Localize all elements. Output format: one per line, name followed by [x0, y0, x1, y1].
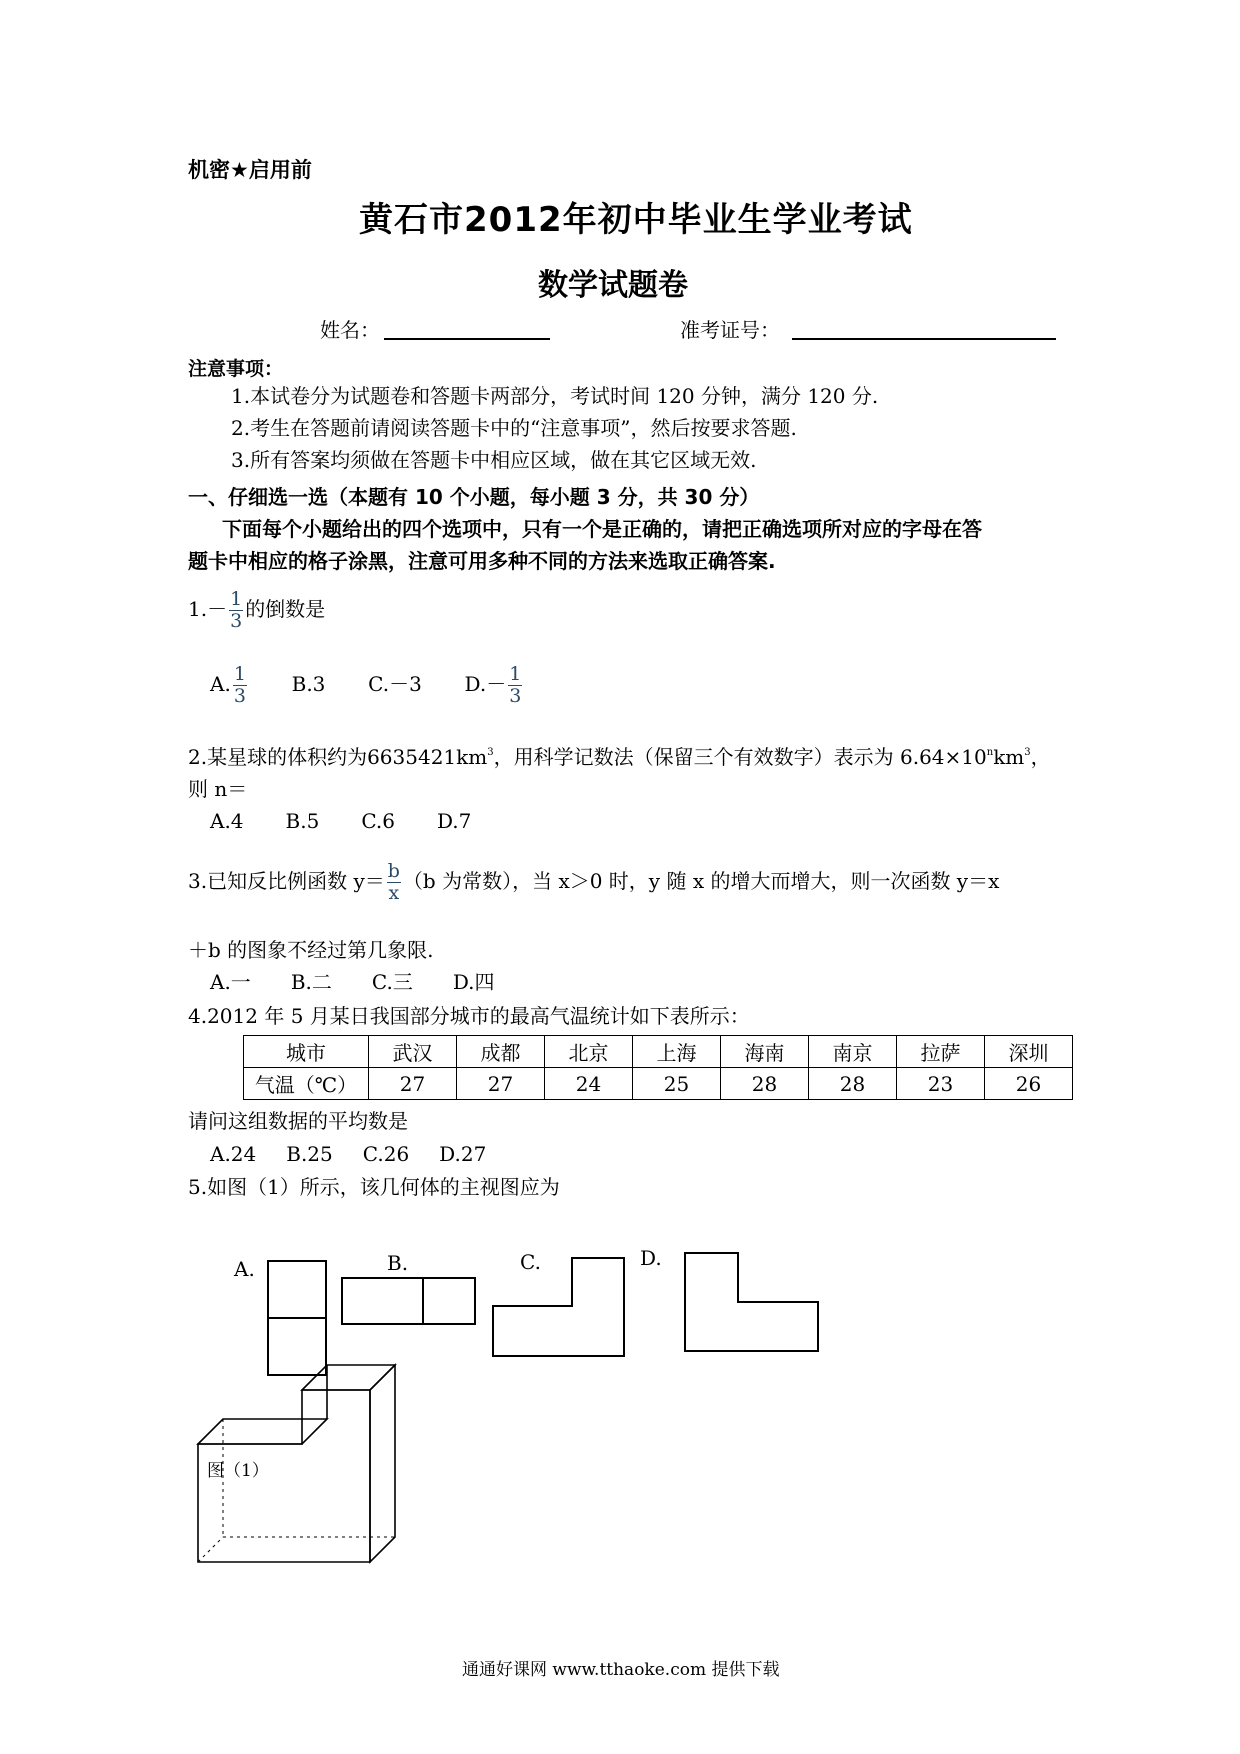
q1-option-a-den: 3: [233, 685, 246, 707]
q1-option-d-label: D.－: [464, 672, 507, 696]
question-3-line2: ＋b 的图象不经过第几象限.: [188, 938, 434, 962]
section-instruction-1: 下面每个小题给出的四个选项中，只有一个是正确的，请把正确选项所对应的字母在答: [222, 517, 982, 541]
table-cell: 上海: [633, 1036, 721, 1068]
notes-heading: 注意事项：: [188, 358, 284, 380]
table-cell: 成都: [457, 1036, 545, 1068]
q4-option-c[interactable]: C.26: [362, 1142, 410, 1166]
q4-option-a[interactable]: A.24: [210, 1142, 257, 1166]
note-item-2: 2.考生在答题前请阅读答题卡中的“注意事项”，然后按要求答题.: [231, 416, 797, 440]
q3-prefix: 3.已知反比例函数 y＝: [188, 869, 385, 893]
section-instruction-2: 题卡中相应的格子涂黑，注意可用多种不同的方法来选取正确答案.: [188, 549, 776, 573]
q3-option-a[interactable]: A.一: [210, 970, 251, 994]
table-cell: 27: [369, 1068, 457, 1100]
q2-text-c: km: [993, 745, 1025, 769]
q1-option-a-num: 1: [233, 663, 246, 685]
table-cell: 26: [985, 1068, 1073, 1100]
table-cell: 北京: [545, 1036, 633, 1068]
table-cell: 南京: [809, 1036, 897, 1068]
note-item-1: 1.本试卷分为试题卷和答题卡两部分，考试时间 120 分钟，满分 120 分.: [231, 384, 879, 408]
table-cell: 气温（℃）: [244, 1068, 369, 1100]
section-title: 一、仔细选一选（本题有 10 个小题，每小题 3 分，共 30 分）: [188, 485, 760, 509]
q2-option-b[interactable]: B.5: [285, 809, 320, 833]
q1-option-c[interactable]: C.－3: [368, 672, 422, 696]
table-cell: 23: [897, 1068, 985, 1100]
q5-option-a-label[interactable]: A.: [234, 1257, 255, 1281]
q3-frac-num: b: [387, 860, 400, 882]
q4-option-b[interactable]: B.25: [286, 1142, 333, 1166]
q5-option-b-figure: [342, 1278, 475, 1324]
q4-option-d[interactable]: D.27: [439, 1142, 487, 1166]
table-cell: 海南: [721, 1036, 809, 1068]
footer-text: 通通好课网 www.tthaoke.com 提供下载: [462, 1660, 780, 1680]
q3-option-d[interactable]: D.四: [452, 970, 495, 994]
q1-prefix: 1.: [188, 597, 208, 621]
q5-option-a-figure: [268, 1261, 326, 1375]
q1-suffix: 的倒数是: [245, 597, 326, 621]
q1-sign: －: [207, 597, 228, 621]
table-cell: 24: [545, 1068, 633, 1100]
q2-option-d[interactable]: D.7: [436, 809, 472, 833]
q5-option-c-figure: [493, 1258, 624, 1356]
table-cell: 城市: [244, 1036, 369, 1068]
table-cell: 武汉: [369, 1036, 457, 1068]
exam-id-label: 准考证号：: [680, 318, 780, 342]
q1-frac-num: 1: [230, 588, 243, 610]
note-item-3: 3.所有答案均须做在答题卡中相应区域，做在其它区域无效.: [231, 448, 757, 472]
q5-option-d-figure: [685, 1253, 818, 1351]
question-5-stem: 5.如图（1）所示，该几何体的主视图应为: [188, 1175, 560, 1199]
q3-option-c[interactable]: C.三: [371, 970, 413, 994]
q2-text-a: 2.某星球的体积约为6635421km: [188, 745, 488, 769]
q2-sup-3b: 3: [1024, 747, 1031, 758]
table-cell: 28: [809, 1068, 897, 1100]
q2-option-a[interactable]: A.4: [210, 809, 244, 833]
q1-option-d-den: 3: [509, 685, 522, 707]
q1-option-b[interactable]: B.3: [291, 672, 326, 696]
q3-frac-den: x: [388, 882, 400, 904]
q3-suffix: （b 为常数），当 x＞0 时，y 随 x 的增大而增大，则一次函数 y＝x: [402, 869, 1000, 893]
table-cell: 拉萨: [897, 1036, 985, 1068]
q1-frac-den: 3: [230, 610, 243, 632]
question-2-line2: 则 n＝: [188, 777, 248, 801]
q1-option-d-num: 1: [509, 663, 522, 685]
q2-option-c[interactable]: C.6: [361, 809, 395, 833]
question-4-stem: 4.2012 年 5 月某日我国部分城市的最高气温统计如下表所示：: [188, 1004, 750, 1028]
q5-option-b-label[interactable]: B.: [387, 1251, 409, 1275]
table-cell: 25: [633, 1068, 721, 1100]
page-title: 黄石市2012年初中毕业生学业考试: [359, 200, 913, 240]
table-cell: 27: [457, 1068, 545, 1100]
q2-sup-n: n: [986, 747, 994, 758]
figure-1-label: 图（1）: [207, 1461, 269, 1481]
table-cell: 28: [721, 1068, 809, 1100]
q3-option-b[interactable]: B.二: [290, 970, 332, 994]
question-4-question: 请问这组数据的平均数是: [188, 1109, 408, 1133]
secret-mark: 机密★启用前: [188, 158, 312, 182]
q5-option-c-label[interactable]: C.: [520, 1250, 541, 1274]
q5-option-d-label[interactable]: D.: [640, 1246, 662, 1270]
page-subtitle: 数学试题卷: [538, 268, 688, 303]
question-2-stem: 2.某星球的体积约为$6635421km^3$，用科学记数法（保留三个有效数字）表示为 $6.64\times 10^nkm^3$，: [188, 745, 1051, 769]
name-label: 姓名：: [320, 318, 380, 342]
q2-sup-3a: 3: [487, 747, 494, 758]
table-cell: 深圳: [985, 1036, 1073, 1068]
q2-text-b: ，用科学记数法（保留三个有效数字）表示为 6.64×10: [493, 745, 987, 769]
q1-option-a-label: A.: [210, 672, 231, 696]
